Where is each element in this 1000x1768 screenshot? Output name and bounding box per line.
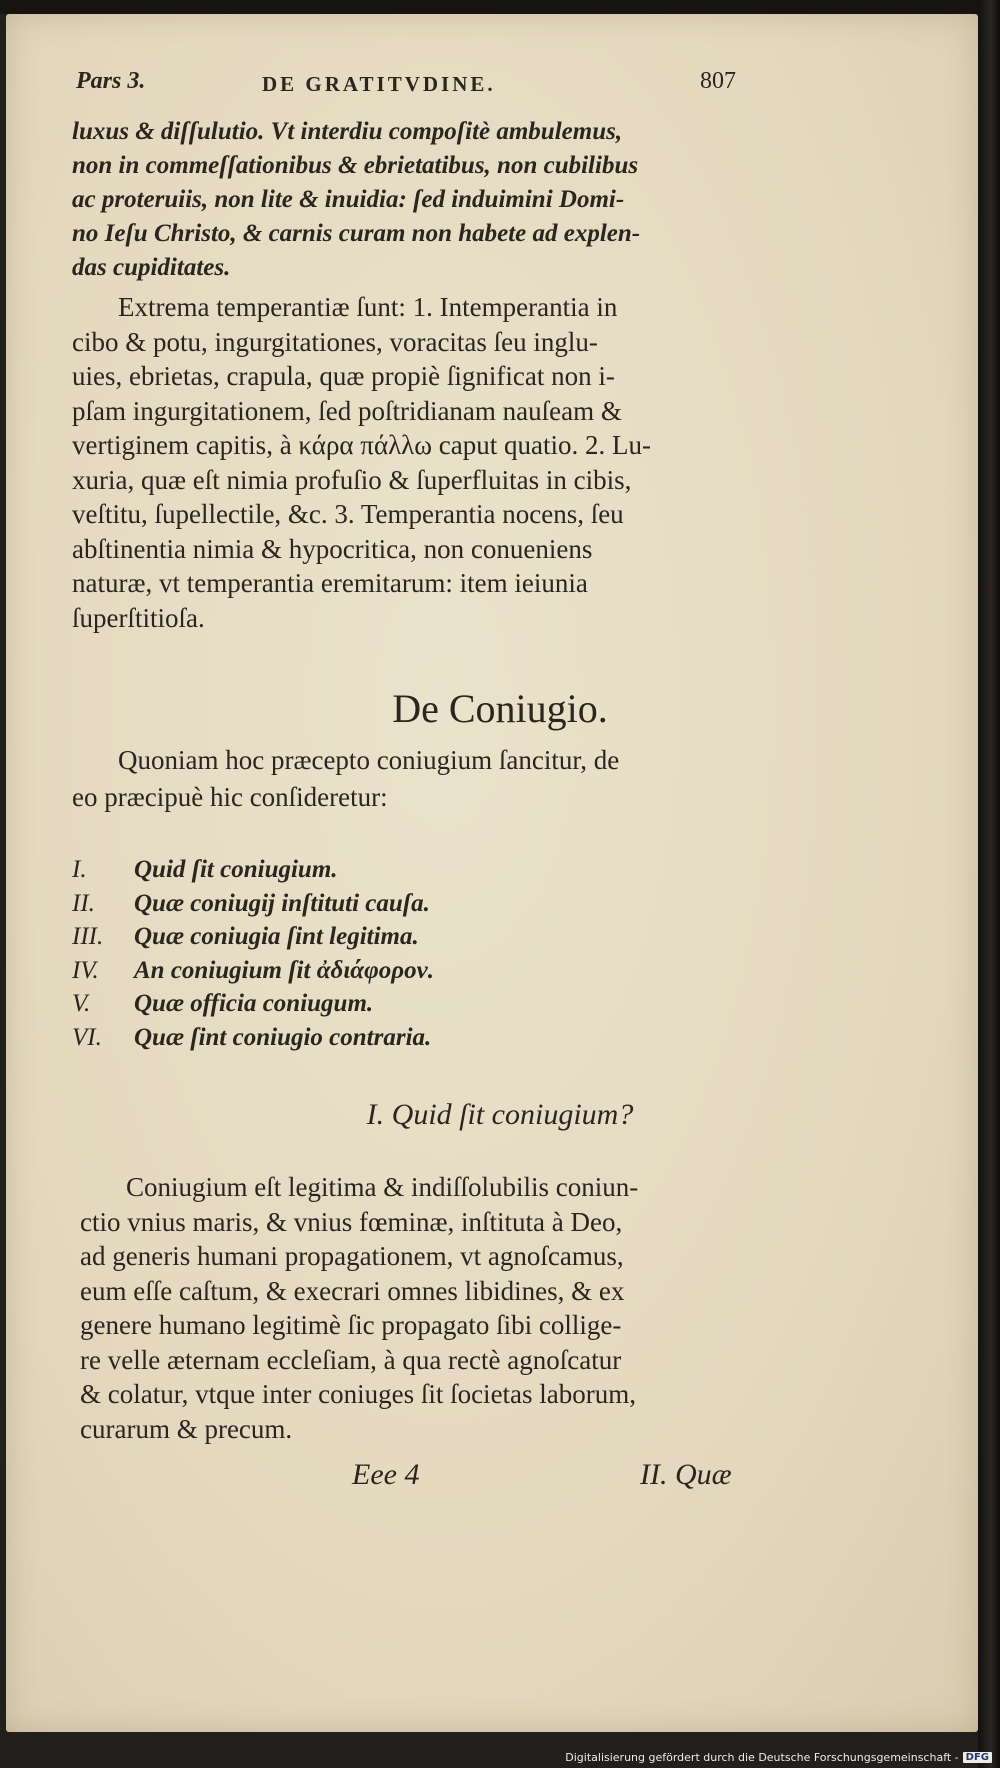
- quote-line: luxus & diſſulutio. Vt interdiu compoſitè ambulemus,: [72, 118, 623, 145]
- footer-credit: Digitalisierung gefördert durch die Deutsche Forschungsgemeinschaft -: [565, 1751, 959, 1764]
- definition-line: re velle æternam eccleſiam, à qua rectè agnoſcatur: [80, 1344, 622, 1375]
- extremes-line: abſtinentia nimia & hypocritica, non conueniens: [72, 533, 593, 564]
- definition-line: curarum & precum.: [80, 1413, 293, 1444]
- dfg-logo: DFG: [963, 1752, 992, 1763]
- page-number: 807: [700, 68, 736, 94]
- topic-item: [72, 890, 430, 918]
- quote-line: non in commeſſationibus & ebrietatibus, non cubilibus: [72, 152, 639, 179]
- definition-line: eum eſſe caſtum, & execrari omnes libidines, & ex: [80, 1275, 625, 1306]
- topic-number: I.: [72, 856, 87, 883]
- extremes-line: ſuperſtitioſa.: [72, 602, 205, 633]
- intro-line: Quoniam hoc præcepto coniugium ſancitur, de: [118, 745, 620, 775]
- topic-text: Quæ officia coniugum.: [134, 990, 374, 1017]
- intro-line: eo præcipuè hic conſideretur:: [72, 782, 388, 812]
- definition-line: ad generis humani propagationem, vt agnoſcamus,: [80, 1241, 624, 1271]
- definition-line: & colatur, vtque inter coniuges ſit ſocietas laborum,: [80, 1379, 637, 1409]
- extremes-line: naturæ, vt temperantia eremitarum: item ieiunia: [72, 568, 588, 598]
- topic-number: IV.: [72, 956, 99, 984]
- definition-line: genere humano legitimè ſic propagato ſibi collige-: [80, 1310, 622, 1340]
- extremes-line: pſam ingurgitationem, ſed poſtridianam nauſeam &: [72, 395, 622, 426]
- topic-number: VI.: [72, 1023, 102, 1051]
- topic-item: [72, 856, 338, 884]
- extremes-line: Extrema temperantiæ ſunt: 1. Intemperantia in: [118, 292, 618, 322]
- topic-text: Quæ coniugia ſint legitima.: [134, 923, 419, 950]
- topic-item: [72, 957, 434, 985]
- quote-line: ac proteruiis, non lite & inuidia: ſed induimini Domi-: [72, 186, 625, 213]
- signature-mark: Eee 4: [352, 1458, 420, 1491]
- catchword: II. Quæ: [640, 1458, 732, 1491]
- quote-line: no Ieſu Christo, & carnis curam non habete ad explen-: [72, 220, 641, 247]
- page-right-edge-shadow: [978, 0, 1000, 1768]
- topic-number: II.: [72, 889, 95, 917]
- topic-item: [72, 923, 419, 951]
- definition-line: Coniugium eſt legitima & indiſſolubilis coniun-: [126, 1172, 639, 1202]
- running-head-title: DE GRATITVDINE.: [262, 72, 496, 96]
- extremes-line: cibo & potu, ingurgitationes, voracitas ſeu inglu-: [72, 326, 598, 357]
- topic-number: V.: [72, 990, 91, 1017]
- topic-item: [72, 990, 373, 1018]
- digitization-footer: [565, 1751, 992, 1764]
- topic-text: Quæ ſint coniugio contraria.: [134, 1023, 432, 1051]
- topic-text: An coniugium ſit ἀδιάφορον.: [134, 956, 434, 984]
- topic-item: [72, 1024, 431, 1052]
- quote-line: das cupiditates.: [72, 254, 231, 281]
- extremes-line: xuria, quæ eſt nimia profuſio & ſuperfluitas in cibis,: [72, 464, 632, 495]
- definition-line: ctio vnius maris, & vnius fœminæ, inſtituta à Deo,: [80, 1206, 623, 1237]
- extremes-line: uies, ebrietas, crapula, quæ propiè ſignificat non i-: [72, 361, 615, 391]
- topic-text: Quæ coniugij inſtituti cauſa.: [134, 889, 430, 917]
- section-heading: De Coniugio.: [392, 686, 608, 731]
- topic-text: Quid ſit coniugium.: [134, 856, 338, 883]
- top-dark-strip: [0, 0, 1000, 14]
- extremes-line: veſtitu, ſupellectile, &c. 3. Temperantia nocens, ſeu: [72, 499, 624, 529]
- subheading: I. Quid ſit coniugium?: [366, 1098, 634, 1131]
- topic-number: III.: [72, 923, 104, 950]
- running-head-part: Pars 3.: [76, 68, 146, 94]
- extremes-line: vertiginem capitis, à κάρα πάλλω caput quatio. 2. Lu-: [72, 430, 651, 460]
